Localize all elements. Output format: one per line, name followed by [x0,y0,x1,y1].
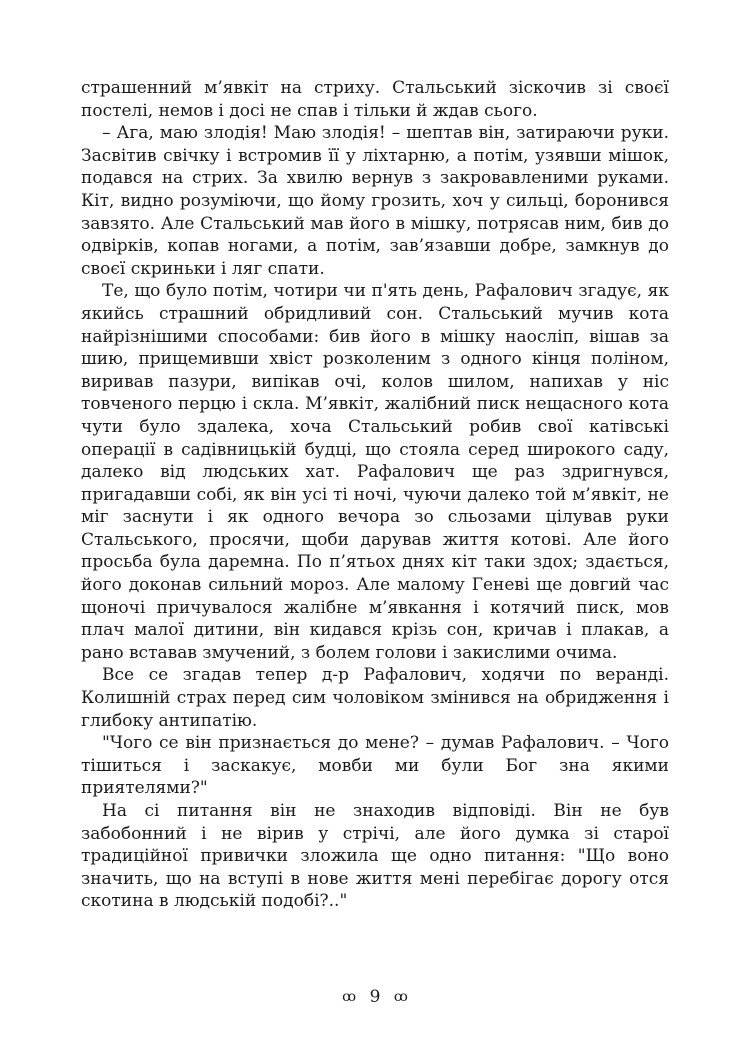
paragraph-2: – Ага, маю злодія! Маю злодія! – шептав він, затираючи руки. Засвітив свічку і встромив її у ліхтарню, а потім, узявши мішок, подався на стрих. За хвилю вернув з закровавленими руками. Кіт, видно розуміючи, що йому грозить, хоч у сильці, боронився завзято. Але Стальський мав його в мішку, потрясав ним, бив до одвірків, копав ногами, а потім, зав’язавши добре, замкнув до своєї скриньки і ляг спати. [81,123,669,279]
page-body-text [81,77,669,913]
paragraph-3: Те, що було потім, чотири чи п'ять день, Рафалович згадує, як якийсь страшний обридливий сон. Стальський мучив кота найрізнішими способами: бив його в мішку наосліп, вішав за шию, прищемивши хвіст розколеним з одного кінця поліном, виривав пазури, випікав очі, колов шилом, напихав у ніс товченого перцю і скла. М’явкіт, жалібний писк нещасного кота чути було здалека, хоча Стальський робив свої катівські операції в садівницькій будці, що стояла серед широкого саду, далеко від людських хат. Рафалович ще раз здригнувся, пригадавши собі, як він усі ті ночі, чуючи далеко той м’явкіт, не міг заснути і як одного вечора зо сльозами цілував руки Стальського, просячи, щоби дарував життя котові. Але його просьба була даремна. По п’ятьох днях кіт таки здох; здається, його доконав сильний мороз. Але малому Геневі ще довгий час щоночі причувалося жалібне м’явкання і котячий писк, мов плач малої дитини, він кидався крізь сон, кричав і плакав, а рано вставав змучений, з болем голови і закислими очима. [81,281,669,663]
right-ornament-icon: ꝏ [393,988,408,1005]
paragraph-4: Все се згадав тепер д-р Рафалович, ходячи по веранді. Колишній страх перед сим чоловіком змінився на обридження і глибоку антипатію. [81,665,669,731]
paragraph-6: На сі питання він не знаходив відповіді. Він не був забобонний і не вірив у стрічі, але його думка зі старої традиційної привички зложила ще одно питання: "Що воно значить, що на вступі в нове життя мені перебігає дорогу отся скотина в людській подобі?.." [81,801,669,912]
left-ornament-icon: ꝏ [342,988,357,1005]
page-footer [0,986,750,1007]
page-number: 9 [369,986,381,1007]
paragraph-1: страшенний м’явкіт на стриху. Стальський зіскочив зі своєї постелі, немов і досі не спав і тільки й ждав сього. [81,78,669,121]
paragraph-5: "Чого се він признається до мене? – думав Рафалович. – Чого тішиться і заскакує, мовби ми були Бог зна якими приятелями?" [81,733,669,799]
